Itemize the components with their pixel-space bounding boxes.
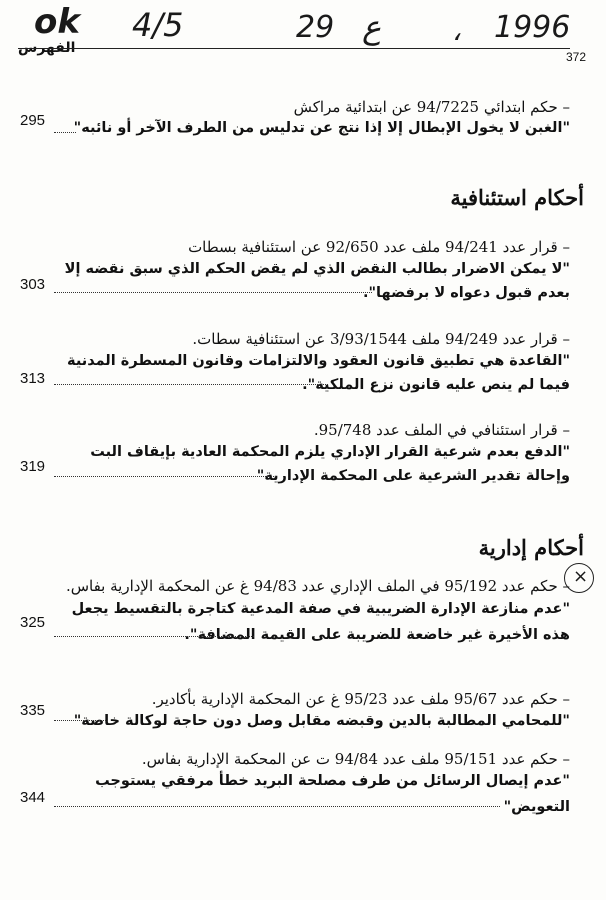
page-number: 372: [566, 50, 587, 64]
leader-dots: [54, 476, 276, 477]
entry-quote: "عدم منازعة الإدارة الضريبية في صفة المدعية كتاجرة بالتقسيط يجعل: [71, 601, 570, 617]
entry-page-number: 313: [20, 370, 46, 387]
handwritten-comma: ،: [452, 14, 462, 47]
handwritten-date-day: 29: [296, 10, 335, 45]
entry-heading: – قرار عدد 94/241 ملف عدد 92/650 عن استئنافية بسطات: [188, 238, 570, 256]
entry-quote: فيما لم ينص عليه قانون نزع الملكية".: [302, 377, 570, 393]
entry-quote: "للمحامي المطالبة بالدين وقبضه مقابل وصل دون حاجة لوكالة خاصة": [73, 713, 570, 729]
section-title-administrative: أحكام إدارية: [478, 535, 584, 560]
entry-quote: "الغبن لا يخول الإبطال إلا إذا نتج عن تدليس من الطرف الآخر أو نائبه": [73, 120, 570, 136]
entry-page-number: 325: [20, 614, 46, 631]
entry-heading: – حكم ابتدائي 94/7225 عن ابتدائية مراكش: [293, 98, 570, 116]
entry-quote: هذه الأخيرة غير خاضعة للضريبة على القيمة المضافة".: [184, 627, 570, 643]
leader-dots: [54, 806, 500, 807]
entry-quote: "لا يمكن الاضرار بطالب النقض الذي لم يقض الحكم الذي سبق نقضه إلا: [64, 261, 570, 277]
entry-heading: – حكم عدد 95/67 ملف عدد 95/23 غ عن المحكمة الإدارية بأكادير.: [151, 690, 570, 708]
entry-page-number: 303: [20, 276, 46, 293]
entry-heading: – حكم عدد 95/192 في الملف الإداري عدد 94/83 غ عن المحكمة الإدارية بفاس.: [65, 577, 570, 595]
entry-quote: بعدم قبول دعواه لا برفضها".: [362, 285, 570, 301]
handwritten-year: 1996: [494, 10, 571, 45]
leader-dots: [54, 132, 76, 133]
entry-quote: "الدفع بعدم شرعية القرار الإداري يلزم المحكمة العادية بإيقاف البت: [90, 444, 570, 460]
entry-page-number: 295: [20, 112, 46, 129]
entry-quote: وإحالة تقدير الشرعية على المحكمة الإدارية": [256, 468, 570, 484]
entry-quote: التعويض": [503, 799, 570, 815]
index-label: الفهرس: [18, 40, 76, 56]
entry-quote: "عدم إيصال الرسائل من طرف مصلحة البريد خطأ مرفقي يستوجب: [95, 773, 570, 789]
handwritten-cross-icon: ×: [573, 566, 589, 587]
section-title-appeals: أحكام استئنافية: [450, 185, 584, 210]
handwritten-date-month: ع: [362, 8, 382, 46]
leader-dots: [54, 636, 254, 637]
entry-heading: – قرار استئنافي في الملف عدد 95/748.: [313, 421, 570, 439]
handwritten-ok: ok: [34, 2, 80, 42]
entry-heading: – حكم عدد 95/151 ملف عدد 94/84 ت عن المحكمة الإدارية بفاس.: [141, 750, 570, 768]
entry-heading: – قرار عدد 94/249 ملف 3/93/1544 عن استئنافية سطات.: [192, 330, 570, 348]
entry-page-number: 319: [20, 458, 46, 475]
leader-dots: [54, 384, 328, 385]
handwritten-fraction: 4/5: [132, 6, 184, 44]
leader-dots: [54, 720, 106, 721]
entry-page-number: 335: [20, 702, 46, 719]
leader-dots: [54, 292, 372, 293]
header-rule: [18, 48, 570, 49]
entry-page-number: 344: [20, 789, 46, 806]
entry-quote: "القاعدة هي تطبيق قانون العقود والالتزامات وقانون المسطرة المدنية: [67, 353, 570, 369]
